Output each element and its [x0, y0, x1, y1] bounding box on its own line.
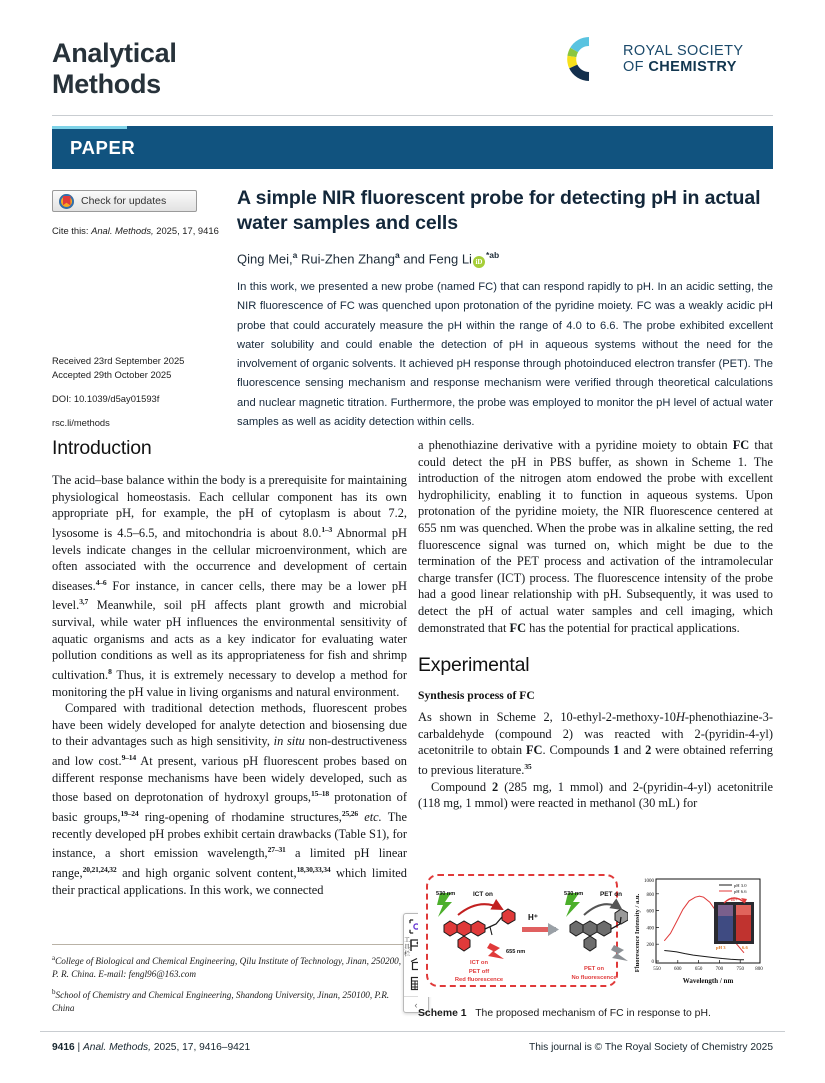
affiliation-b [52, 986, 407, 1014]
experimental-paragraph-2 [418, 779, 773, 812]
footer-rule [40, 1031, 785, 1032]
footer-page-number: 9416 [52, 1042, 75, 1053]
compound-2-ref: 2 [492, 779, 499, 794]
right-p1-b: that could detect the pH in PBS buffer, as shown in Scheme 1. The introduction of the nitrogen atom endowed the probe with excellent hydrophilicity, enabling it to function in aqueous systems. Upon protonation of the pyridine moiety, the NIR fluorescence centered at 655 nm was quenched. When the probe was in alkaline setting, the red fluorescence signal was turned on, which might be due to the termination of the PET process and activation of the intramolecular charge transfer (ICT) process. The fluorescence intensity of the probe had a good linear relationship with pH. Subsequently, it was used to detect the pH of actual water samples and cell imaging, which demonstrated that [418, 438, 773, 635]
affiliation-a-marker: a [52, 954, 56, 962]
label-proton-arrow: H⁺ [528, 913, 538, 922]
footer-copyright: This journal is © The Royal Society of Chemistry 2025 [529, 1042, 773, 1053]
footer-journal: Anal. Methods, [83, 1042, 151, 1053]
intro-p2-b: non-destructiveness and low cost. [52, 734, 407, 769]
section-heading-experimental: Experimental [418, 654, 530, 677]
intro-p2-d: protonation of basic groups, [52, 790, 407, 825]
accepted-date: Accepted 29th October 2025 [52, 368, 172, 380]
toolbar-collapse-button[interactable]: ‹ [404, 996, 428, 1012]
affiliation-a-text: College of Biological and Chemical Engineering, Qilu Institute of Technology, Jinan, 250200, P. R. China. E-mail: fengl96@163.com [52, 956, 402, 979]
ref-18-34[interactable]: 18,30,33,34 [296, 865, 331, 875]
exp-p1-italic-h: H [675, 710, 685, 725]
crossmark-label: Check for updates [81, 195, 167, 207]
compound-fc-1: FC [732, 438, 750, 452]
subsection-heading-synthesis [418, 689, 773, 702]
cite-rest: 2025, 17, 9416 [153, 225, 219, 236]
left-state-3: Red fluorescence [454, 977, 504, 983]
rsc-chemistry: CHEMISTRY [648, 59, 737, 75]
svg-text:800: 800 [646, 892, 654, 898]
ref-4-6[interactable]: 4–6 [95, 577, 107, 587]
affiliation-a [52, 952, 407, 980]
toolbar-vertical-label: 工具 栏 [404, 938, 411, 958]
article-type-label: PAPER [70, 137, 136, 158]
title-block [237, 186, 773, 268]
section-heading-introduction: Introduction [52, 437, 152, 459]
footer-citation: 2025, 17, 9416–9421 [150, 1042, 251, 1053]
rsc-c-mark-icon [566, 36, 612, 82]
received-date: Received 23rd September 2025 [52, 355, 185, 366]
rsc-line2 [623, 59, 743, 75]
orcid-icon[interactable]: iD [473, 256, 485, 268]
svg-text:pH 6.6: pH 6.6 [734, 889, 747, 894]
molecule-fc-gray [570, 909, 628, 951]
ref-35[interactable]: 35 [524, 761, 532, 771]
right-state-2: No fluorescence [571, 974, 617, 981]
intro-p2-e: ring-opening of rhodamine structures, [138, 810, 342, 825]
label-emission-655: 655 nm [506, 949, 526, 955]
label-left-state [443, 959, 515, 985]
rsc-of: OF [623, 59, 649, 75]
svg-text:pH 3: pH 3 [716, 945, 726, 950]
body-column-left [52, 437, 407, 898]
figure-caption [418, 1007, 773, 1021]
synthesis-sub-a: Synthesis process of [418, 689, 520, 703]
exp-p1-a: As shown in Scheme 2, 10-ethyl-2-methoxy-10 [418, 710, 676, 725]
svg-text:600: 600 [646, 909, 654, 915]
cite-prefix: Cite this: [52, 225, 92, 236]
label-left-excitation: 530 nm [436, 891, 456, 897]
figure-caption-label: Scheme 1 [418, 1008, 467, 1019]
compound-2: 2 [645, 743, 652, 758]
scheme-1-figure [418, 869, 773, 1021]
svg-text:400: 400 [646, 926, 654, 932]
ref-27-31[interactable]: 27–31 [267, 845, 286, 855]
masthead [0, 0, 825, 118]
right-paragraph-1 [418, 437, 773, 636]
submission-dates [52, 354, 224, 381]
page-title: A simple NIR fluorescent probe for detecting pH in actual water samples and cells [237, 187, 761, 234]
cite-this [52, 224, 224, 237]
svg-text:6.6: 6.6 [742, 945, 748, 950]
affiliation-b-marker: b [52, 988, 56, 997]
synthesis-sub-fc: FC [519, 689, 535, 703]
author-list [237, 250, 773, 268]
exp-p1-b: -phenothiazine-3-carbaldehyde (compound 2) was reacted with 2-(pyridin-4-yl) acetonitrile to obtain [418, 710, 773, 758]
svg-text:200: 200 [646, 943, 654, 949]
ref-9-14[interactable]: 9–14 [121, 753, 136, 762]
right-p1-c: has the potential for practical applications. [526, 620, 740, 635]
compound-fc-2: FC [509, 620, 527, 635]
cite-journal: Anal. Methods, [91, 225, 154, 236]
author-2-affil: a [394, 250, 400, 260]
exp-p2-b: (285 mg, 1 mmol) and 2-(pyridin-4-yl) acetonitrile (118 mg, 1 mmol) were reacted in methanol (30 mL) for [418, 779, 773, 811]
rsc-line1: ROYAL SOCIETY [623, 42, 744, 59]
intro-p1-e: Thus, it is extremely necessary to develop a method for monitoring the pH value in living organisms and natural environment. [52, 668, 407, 699]
compound-1: 1 [613, 743, 620, 758]
rsc-wordmark [623, 43, 743, 75]
svg-text:pH 3.0: pH 3.0 [734, 883, 747, 888]
vial-inset-photo [714, 898, 754, 950]
intro-p2-h: and high organic solvent content, [116, 866, 297, 881]
intro-p2-i: which limited their practical applications. In this work, we connected [52, 866, 407, 897]
intro-p2-a: Compared with traditional detection methods, fluorescent probes have been widely developed for analyte detection and biosensing due to their advantages such as high sensitivity, [52, 701, 407, 749]
affiliations [52, 952, 407, 1021]
left-state-2: PET off [468, 968, 490, 975]
label-right-state [558, 965, 630, 982]
right-state-1: PET on [584, 966, 604, 972]
experimental-paragraph-1 [418, 709, 773, 779]
intro-p2-f: The recently developed pH probes exhibit certain drawbacks (Table S1), for instance, a short emission wavelength, [52, 810, 407, 861]
affiliation-b-text: School of Chemistry and Chemical Engineering, Shandong University, Jinan, 250100, P.R. China [52, 990, 390, 1013]
author-3: and Feng Li [399, 251, 472, 267]
label-pet-on: PET on [600, 891, 623, 898]
crossmark-icon [59, 194, 74, 209]
svg-text:H+: H+ [731, 898, 738, 903]
exp-p1-d: and [619, 743, 646, 758]
chart-ylabel: Fluorescence Intensity / a.u. [634, 893, 641, 973]
band-accent [52, 126, 127, 129]
ref-20-32[interactable]: 20,21,24,32 [82, 865, 117, 875]
svg-text:0: 0 [651, 960, 654, 965]
article-meta [52, 190, 224, 428]
svg-text:550: 550 [653, 967, 661, 972]
intro-p2-italic-insitu: in situ [273, 734, 305, 749]
author-1-affil: a [292, 250, 298, 260]
exp-p1-e: were obtained referring to previous literature. [418, 743, 773, 778]
ref-19-24[interactable]: 19–24 [120, 809, 139, 819]
crossmark-button[interactable] [52, 190, 197, 212]
molecule-fc-red [444, 909, 515, 951]
rsc-logo [566, 36, 743, 82]
ref-8[interactable]: 8 [108, 666, 112, 676]
journal-title-line1: Analytical [52, 38, 177, 68]
label-right-excitation: 530 nm [564, 891, 584, 897]
scheme-canvas [418, 869, 773, 997]
abstract: In this work, we presented a new probe (named FC) that can respond rapidly to pH. In an acidic setting, the NIR fluorescence of FC was quenched upon protonation of the pyridine moiety. FC was a weakly acidic pH probe that could accurately measure the pH within the range of 4.0 to 6.6. The probe exhibited excellent water solubility and could enable the detection of pH in aqueous systems without the need for the involvement of organic solvents. It achieved pH response through photoinduced electron transfer (PET). The fluorescence sensing mechanism and response mechanism were verified through theoretical calculations and nuclear magnetic titration. Furthermore, the probe was employed to monitor the pH level of actual water samples as well as acidity detection within cells. [237, 281, 773, 429]
compound-fc-3: FC [525, 743, 543, 758]
intro-paragraph-2 [52, 700, 407, 898]
masthead-rule [52, 115, 773, 116]
ref-15-18[interactable]: 15–18 [311, 789, 330, 799]
footer-divider: | [77, 1042, 81, 1053]
svg-text:1000: 1000 [644, 879, 654, 884]
intro-p1-a: The acid–base balance within the body is a prerequisite for maintaining physiological homeostasis. Each cellular component has its own appropriate pH, for example, the pH of cytoplasm is about 7.2, lysosome is 4.5–6.5, and mitochondria is about 8.0. [52, 473, 407, 540]
svg-text:600: 600 [674, 967, 682, 972]
journal-title-line2: Methods [52, 69, 161, 99]
ref-25-26[interactable]: 25,26 [341, 809, 358, 819]
footer-left [52, 1042, 250, 1053]
author-1: Qing Mei, [237, 251, 293, 267]
intro-paragraph-1 [52, 472, 407, 700]
svg-text:800: 800 [755, 967, 763, 972]
intro-p1-c: For instance, in cancer cells, there may be a lower pH level. [52, 578, 407, 613]
exp-p1-c: . Compounds [542, 743, 614, 758]
author-2: Rui-Zhen Zhang [297, 251, 395, 267]
ref-3-7[interactable]: 3,7 [79, 597, 89, 607]
intro-p1-b: Abnormal pH levels indicate changes in the cellular microenvironment, which are often associated with the occurrence and development of certain diseases. [52, 525, 407, 593]
intro-p2-c: At present, various pH fluorescent probes based on different response mechanisms have been widely developed, such as those based on deprotonation of hydroxyl groups, [52, 754, 407, 805]
right-p1-a: a phenothiazine derivative with a pyridine moiety to obtain [418, 438, 733, 452]
journal-url[interactable]: rsc.li/methods [52, 417, 110, 428]
exp-p2-a: Compound [431, 779, 493, 794]
chart-xlabel: Wavelength / nm [682, 977, 734, 985]
journal-title [52, 38, 177, 100]
emission-spectrum-chart [630, 871, 773, 995]
doi: DOI: 10.1039/d5ay01593f [52, 393, 160, 404]
svg-text:750: 750 [736, 967, 744, 972]
body-column-right [418, 437, 773, 812]
intro-p2-g: a limited pH linear range, [52, 846, 408, 881]
left-state-1: ICT on [469, 960, 489, 966]
label-ict-on: ICT on [473, 891, 493, 898]
intro-p1-d: Meanwhile, soil pH affects plant growth and microbial survival, while water pH influences the environmental sensitivity of aquatic organisms and acts as a key indicator for evaluating water pollution conditions as well as its appropriateness for fish and shrimp cultivation. [52, 598, 407, 683]
author-3-affil: *ab [485, 250, 500, 260]
figure-caption-text: The proposed mechanism of FC in response to pH. [475, 1008, 711, 1019]
svg-text:650: 650 [694, 967, 703, 972]
ref-1-3[interactable]: 1–3 [321, 524, 333, 534]
intro-p2-italic-etc: etc. [358, 810, 382, 825]
footnote-rule [52, 944, 407, 945]
svg-text:700: 700 [715, 967, 724, 972]
article-type-band [52, 126, 773, 169]
